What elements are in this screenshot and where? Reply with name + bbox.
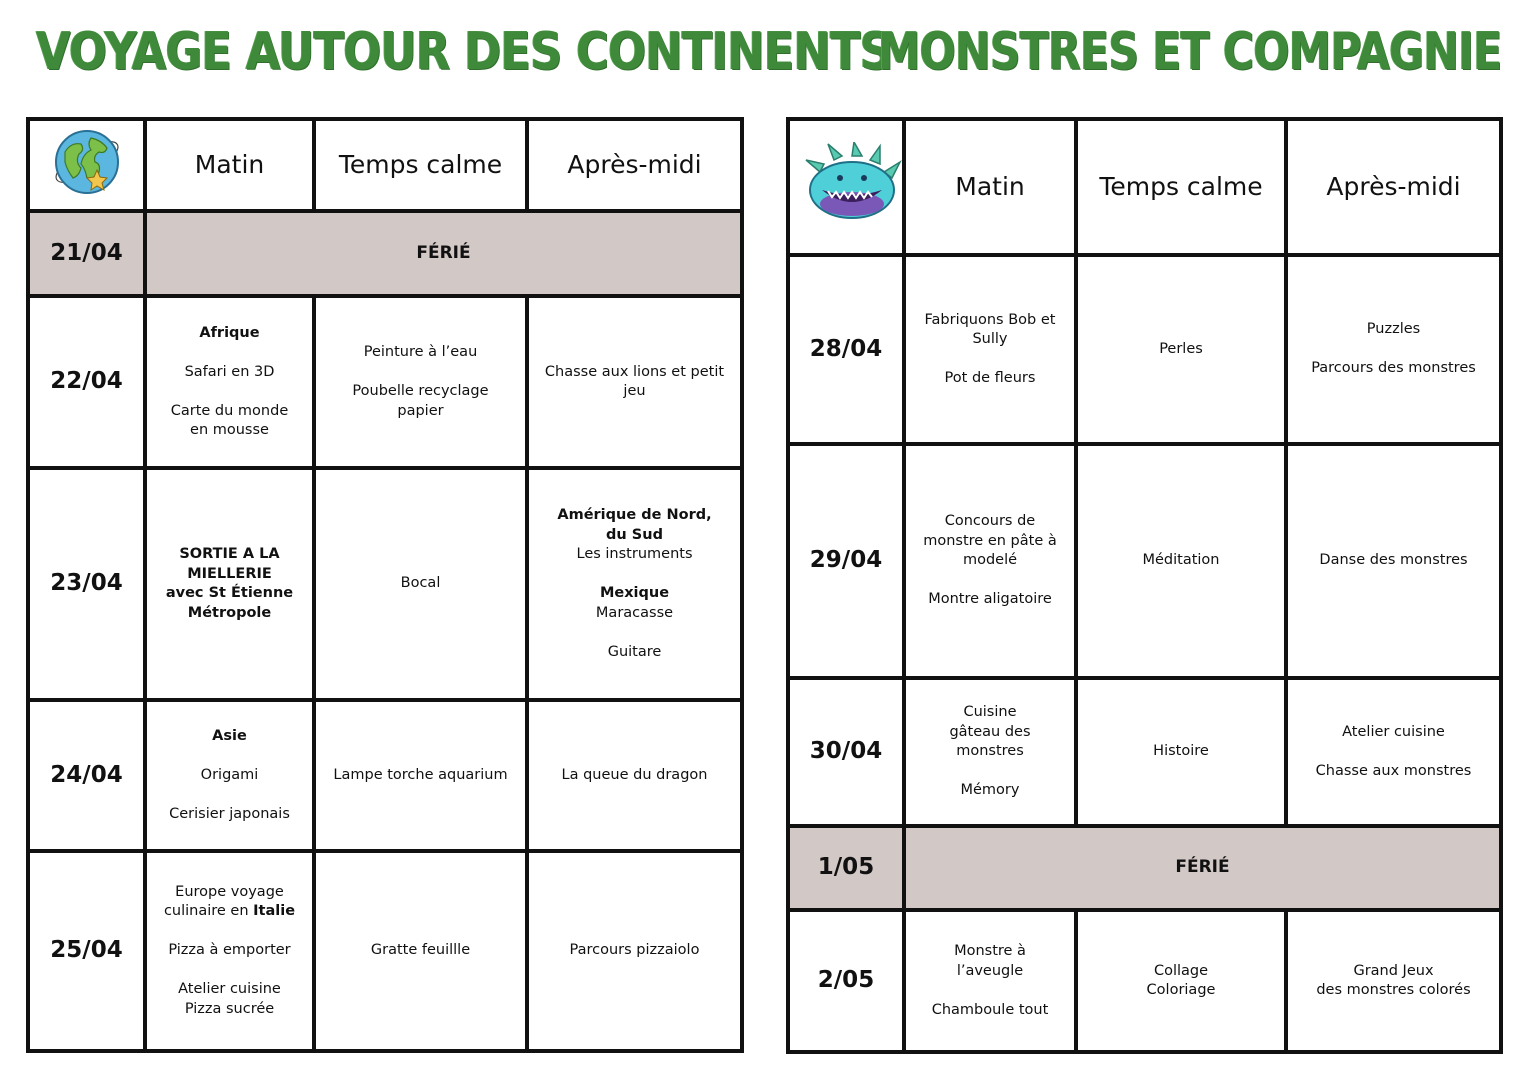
activity-text: Atelier cuisine: [1342, 723, 1445, 740]
activity-text: Sully: [972, 331, 1008, 347]
header-apres-midi: Après-midi: [1286, 119, 1501, 255]
activity-text: MIELLERIE: [187, 565, 272, 582]
date-cell: 28/04: [788, 255, 904, 444]
activity-text: modelé: [962, 552, 1018, 569]
table-row: [788, 678, 1501, 826]
activity-text: Peinture à l’eau: [363, 344, 478, 360]
activity-text: avec St Étienne: [165, 585, 294, 601]
activity-text: Monstre à: [954, 943, 1026, 959]
header-row: [788, 119, 1501, 255]
activity-text: Métropole: [187, 604, 272, 621]
apres-cell: [1286, 255, 1501, 444]
activity-text: Grand Jeux: [1353, 962, 1434, 979]
activity-text: Parcours pizzaiolo: [569, 942, 700, 959]
matin-cell: [904, 444, 1076, 678]
matin-cell: [145, 468, 314, 700]
table-row: [28, 211, 742, 296]
monster-icon: [788, 119, 904, 255]
activity-text: La queue du dragon: [561, 766, 708, 783]
activity-text: l’aveugle: [956, 962, 1024, 979]
right-title: MONSTRES ET COMPAGNIE: [878, 22, 1502, 82]
table-row: [28, 296, 742, 468]
continent-label: du Sud: [606, 526, 663, 543]
activity-text: Collage: [1153, 962, 1209, 979]
date-cell: 25/04: [28, 851, 145, 1051]
activity-text: Maracasse: [595, 604, 674, 621]
activity-text: Montre aligatoire: [928, 591, 1052, 608]
ferie-cell: FÉRIÉ: [904, 826, 1501, 910]
activity-text: Origami: [200, 766, 259, 783]
date-cell: 24/04: [28, 700, 145, 851]
header-apres-midi: Après-midi: [527, 119, 742, 211]
activity-text: des monstres colorés: [1316, 982, 1471, 998]
activity-text: Histoire: [1153, 743, 1209, 760]
activity-text: Pot de fleurs: [944, 370, 1036, 386]
activity-text: SORTIE A LA: [179, 546, 280, 562]
header-row: [28, 119, 742, 211]
activity-text: Atelier cuisine: [178, 981, 281, 998]
apres-cell: [527, 700, 742, 851]
left-title: VOYAGE AUTOUR DES CONTINENTS: [36, 22, 892, 82]
activity-text: en mousse: [190, 422, 269, 438]
header-temps-calme: Temps calme: [1076, 119, 1286, 255]
right-schedule-table: [786, 117, 1503, 1054]
activity-text: Gratte feuillle: [370, 942, 471, 959]
header-matin: Matin: [904, 119, 1076, 255]
table-row: [28, 468, 742, 700]
calme-cell: [314, 468, 527, 700]
apres-cell: [527, 468, 742, 700]
activity-text: Carte du monde: [170, 402, 289, 419]
date-cell: 2/05: [788, 910, 904, 1052]
left-schedule-table: [26, 117, 744, 1053]
table-row: [788, 444, 1501, 678]
activity-text: monstre en pâte à: [923, 532, 1057, 549]
activity-text: monstres: [956, 743, 1024, 760]
header-matin: Matin: [145, 119, 314, 211]
matin-cell: [145, 851, 314, 1051]
matin-cell: [145, 700, 314, 851]
activity-text: Puzzles: [1366, 321, 1421, 338]
activity-text: Parcours des monstres: [1311, 360, 1476, 377]
calme-cell: [1076, 678, 1286, 826]
matin-cell: [904, 255, 1076, 444]
calme-cell: [1076, 255, 1286, 444]
calme-cell: [314, 296, 527, 468]
table-row: [788, 826, 1501, 910]
activity-text: Safari en 3D: [184, 363, 275, 380]
matin-cell: [904, 678, 1076, 826]
activity-text: Chamboule tout: [931, 1001, 1049, 1018]
apres-cell: [1286, 910, 1501, 1052]
activity-text: Chasse aux lions et petit: [544, 363, 725, 380]
apres-cell: [527, 296, 742, 468]
country-label: Italie: [253, 903, 296, 920]
activity-text: Cuisine: [963, 704, 1017, 721]
activity-text: Fabriquons Bob et: [924, 311, 1056, 328]
activity-text: papier: [397, 402, 444, 419]
activity-text: Pizza sucrée: [184, 1000, 275, 1017]
activity-text: Danse des monstres: [1319, 552, 1468, 569]
table-row: [28, 700, 742, 851]
activity-text: Coloriage: [1146, 982, 1216, 998]
continent-label: Amérique de Nord,: [557, 507, 712, 523]
matin-cell: [904, 910, 1076, 1052]
date-cell: 23/04: [28, 468, 145, 700]
continent-label: Afrique: [199, 324, 260, 341]
apres-cell: [1286, 444, 1501, 678]
calme-cell: [1076, 444, 1286, 678]
table-row: [788, 910, 1501, 1052]
table-row: [788, 255, 1501, 444]
calme-cell: [314, 700, 527, 851]
activity-text: Europe voyage: [175, 883, 284, 900]
header-temps-calme: Temps calme: [314, 119, 527, 211]
activity-text: Chasse aux monstres: [1315, 762, 1472, 779]
country-label: Mexique: [599, 585, 670, 601]
date-cell: 21/04: [28, 211, 145, 296]
activity-text: Poubelle recyclage: [352, 383, 489, 399]
activity-text: culinaire en: [163, 903, 254, 920]
activity-text: Concours de: [944, 513, 1036, 530]
activity-text: Les instruments: [576, 546, 693, 562]
activity-text: Pizza à emporter: [168, 942, 291, 959]
date-cell: 30/04: [788, 678, 904, 826]
apres-cell: [1286, 678, 1501, 826]
ferie-cell: FÉRIÉ: [145, 211, 742, 296]
activity-text: Lampe torche aquarium: [333, 766, 508, 783]
activity-text: Guitare: [607, 643, 662, 660]
date-cell: 1/05: [788, 826, 904, 910]
calme-cell: [314, 851, 527, 1051]
continent-label: Asie: [212, 727, 247, 744]
globe-icon: [28, 119, 145, 211]
activity-text: Cerisier japonais: [169, 805, 290, 822]
activity-text: Mémory: [960, 782, 1020, 799]
activity-text: jeu: [623, 383, 646, 399]
activity-text: Perles: [1159, 340, 1203, 357]
calme-cell: [1076, 910, 1286, 1052]
date-cell: 29/04: [788, 444, 904, 678]
matin-cell: [145, 296, 314, 468]
activity-text: Méditation: [1142, 552, 1220, 569]
activity-text: Bocal: [400, 575, 441, 592]
table-row: [28, 851, 742, 1051]
activity-text: gâteau des: [949, 723, 1031, 740]
date-cell: 22/04: [28, 296, 145, 468]
apres-cell: [527, 851, 742, 1051]
